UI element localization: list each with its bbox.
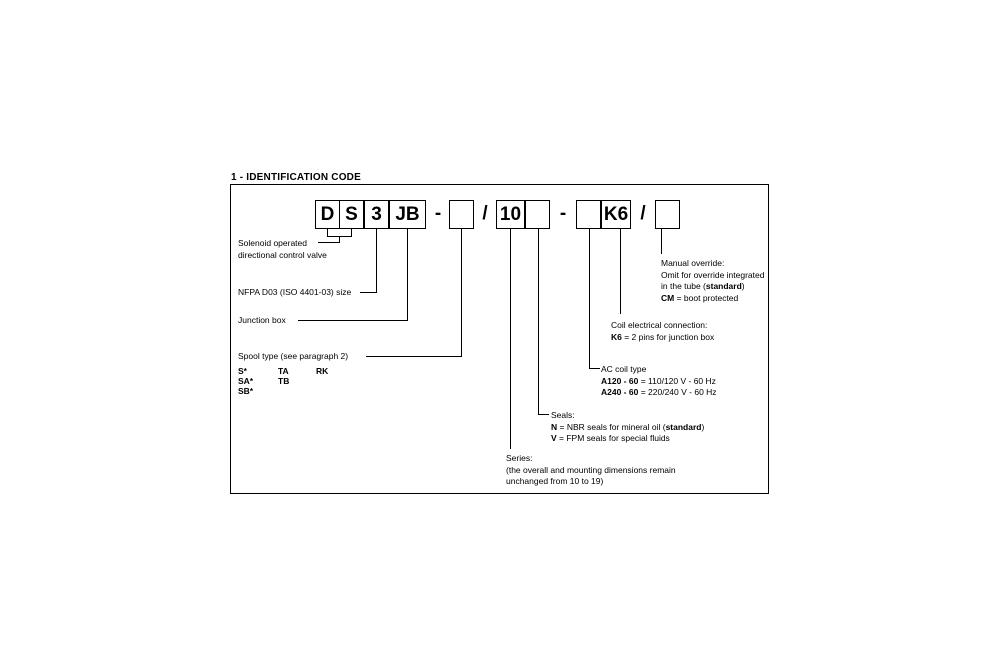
- spool-type-sb: SB*: [238, 386, 254, 396]
- code-box-series: 10: [496, 200, 525, 229]
- label-override-cm: CM = boot protected: [661, 292, 739, 303]
- label-coil-type-heading: AC coil type: [601, 364, 647, 374]
- label-size: NFPA D03 (ISO 4401-03) size: [238, 287, 352, 297]
- label-override-line2: in the tube (standard): [661, 281, 745, 291]
- label-valve-line1: Solenoid operated: [238, 238, 308, 248]
- leader-line-size: [360, 229, 377, 293]
- label-series: [506, 453, 676, 488]
- label-coil-connection-heading: Coil electrical connection:: [611, 320, 708, 330]
- code-separator-slash-1: /: [482, 203, 488, 224]
- label-junction: Junction box: [238, 315, 286, 325]
- code-box-size: 3: [364, 200, 389, 229]
- label-seals-v: V = FPM seals for special fluids: [551, 433, 670, 443]
- label-series-line2: (the overall and mounting dimensions remain: [506, 464, 676, 475]
- spool-type-sa: SA*: [238, 376, 254, 386]
- code-box-s: S: [339, 200, 364, 229]
- label-override-line1: Omit for override integrated: [661, 269, 765, 280]
- label-coil-type-a240: A240 - 60 = 220/240 V - 60 Hz: [601, 387, 717, 397]
- label-override-heading: Manual override:: [661, 258, 725, 268]
- code-separator-dash-2: -: [559, 203, 567, 224]
- label-series-line1: Series:: [506, 453, 533, 463]
- spool-type-s: S*: [238, 366, 247, 376]
- code-separator-slash-2: /: [640, 203, 646, 224]
- spool-type-ta: TA: [278, 366, 289, 376]
- label-spool-heading: Spool type (see paragraph 2): [238, 351, 349, 361]
- leader-line-seals: [539, 229, 550, 415]
- label-seals: [551, 410, 704, 445]
- code-box-junction: JB: [389, 200, 426, 229]
- label-series-line3: unchanged from 10 to 19): [506, 476, 604, 486]
- label-override: [661, 258, 764, 304]
- label-coil-type: [601, 364, 717, 399]
- label-seals-n: N = NBR seals for mineral oil (standard): [551, 421, 705, 432]
- spool-type-tb: TB: [278, 376, 290, 386]
- code-box-d: D: [315, 200, 340, 229]
- label-valve: [238, 238, 327, 261]
- code-separator-dash-1: -: [434, 203, 442, 224]
- section-title: 1 - IDENTIFICATION CODE: [231, 172, 361, 183]
- spool-type-rk: RK: [316, 366, 329, 376]
- code-box-coil-connection: K6: [601, 200, 631, 229]
- label-seals-heading: Seals:: [551, 410, 575, 420]
- leader-line-coil-type: [590, 229, 601, 369]
- label-coil-connection-k6: K6 = 2 pins for junction box: [611, 331, 715, 342]
- label-valve-line2: directional control valve: [238, 249, 327, 260]
- label-coil-connection: [611, 320, 714, 343]
- leader-line-spool: [366, 229, 462, 357]
- label-coil-type-a120: A120 - 60 = 110/120 V - 60 Hz: [601, 375, 716, 386]
